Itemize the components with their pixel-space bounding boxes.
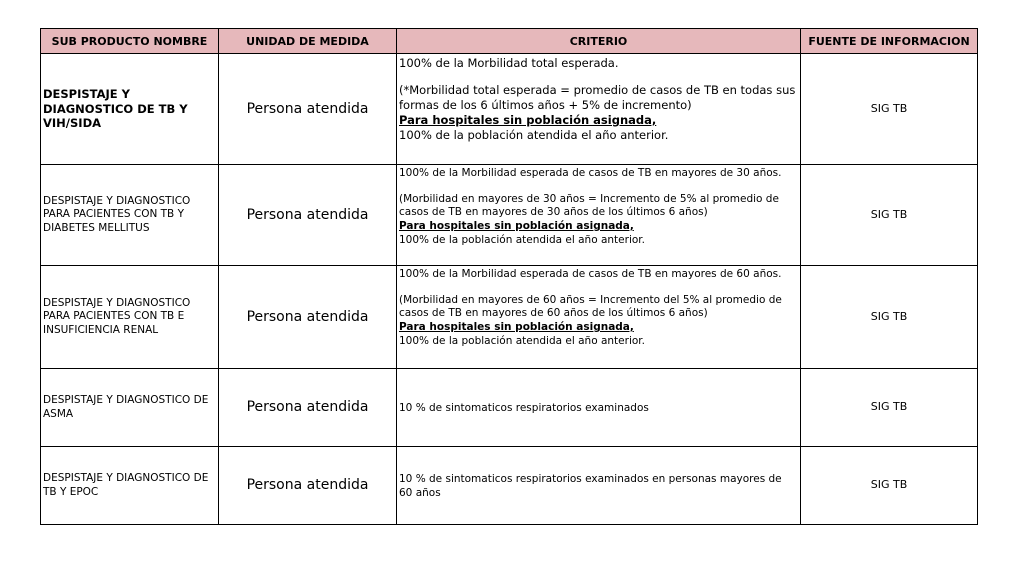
product-name: DESPISTAJE Y DIAGNOSTICO PARA PACIENTES CON TB Y DIABETES MELLITUS [41,165,219,266]
header-unidad: UNIDAD DE MEDIDA [219,29,397,54]
criteria-table [40,28,978,525]
product-name: DESPISTAJE Y DIAGNOSTICO PARA PACIENTES CON TB E INSUFICIENCIA RENAL [41,266,219,369]
header-row [41,29,978,54]
header-sub-producto: SUB PRODUCTO NOMBRE [41,29,219,54]
unit-of-measure: Persona atendida [219,369,397,447]
criteria-cell [397,266,801,369]
table-row [41,369,978,447]
information-source: SIG TB [801,447,978,525]
criteria-line: 10 % de sintomaticos respiratorios examinados [399,401,649,414]
criteria-cell [397,447,801,525]
criteria-formula: (*Morbilidad total esperada = promedio de casos de TB en todas sus formas de los 6 últimos años + 5% de incremento) [399,82,796,112]
table-row [41,447,978,525]
information-source: SIG TB [801,54,978,165]
criteria-subheading: Para hospitales sin población asignada, [399,219,634,232]
header-criterio: CRITERIO [397,29,801,54]
table-row [41,54,978,165]
criteria-line: 100% de la población atendida el año anterior. [399,127,669,142]
criteria-cell [397,165,801,266]
criteria-line: 100% de la población atendida el año anterior. [399,334,645,347]
information-source: SIG TB [801,369,978,447]
information-source: SIG TB [801,165,978,266]
table-row [41,266,978,369]
criteria-cell [397,54,801,165]
criteria-line: 100% de la Morbilidad esperada de casos de TB en mayores de 60 años. [399,268,782,280]
unit-of-measure: Persona atendida [219,165,397,266]
product-name: DESPISTAJE Y DIAGNOSTICO DE TB Y EPOC [41,447,219,525]
criteria-line: 10 % de sintomaticos respiratorios examinados en personas mayores de 60 años [399,472,782,499]
unit-of-measure: Persona atendida [219,266,397,369]
product-name: DESPISTAJE Y DIAGNOSTICO DE ASMA [41,369,219,447]
criteria-line: 100% de la Morbilidad esperada de casos de TB en mayores de 30 años. [399,167,782,179]
criteria-formula: (Morbilidad en mayores de 60 años = Incremento del 5% al promedio de casos de TB en mayores de 60 años de los últimos 6 años) [399,293,782,320]
criteria-line: 100% de la Morbilidad total esperada. [399,56,619,70]
criteria-subheading: Para hospitales sin población asignada, [399,112,657,127]
unit-of-measure: Persona atendida [219,447,397,525]
table-row [41,165,978,266]
criteria-subheading: Para hospitales sin población asignada, [399,320,634,333]
criteria-cell [397,369,801,447]
information-source: SIG TB [801,266,978,369]
unit-of-measure: Persona atendida [219,54,397,165]
header-fuente: FUENTE DE INFORMACION [801,29,978,54]
criteria-line: 100% de la población atendida el año anterior. [399,233,645,246]
product-name: DESPISTAJE Y DIAGNOSTICO DE TB Y VIH/SIDA [41,54,219,165]
criteria-formula: (Morbilidad en mayores de 30 años = Incremento de 5% al promedio de casos de TB en mayores de 30 años de los últimos 6 años) [399,192,779,219]
